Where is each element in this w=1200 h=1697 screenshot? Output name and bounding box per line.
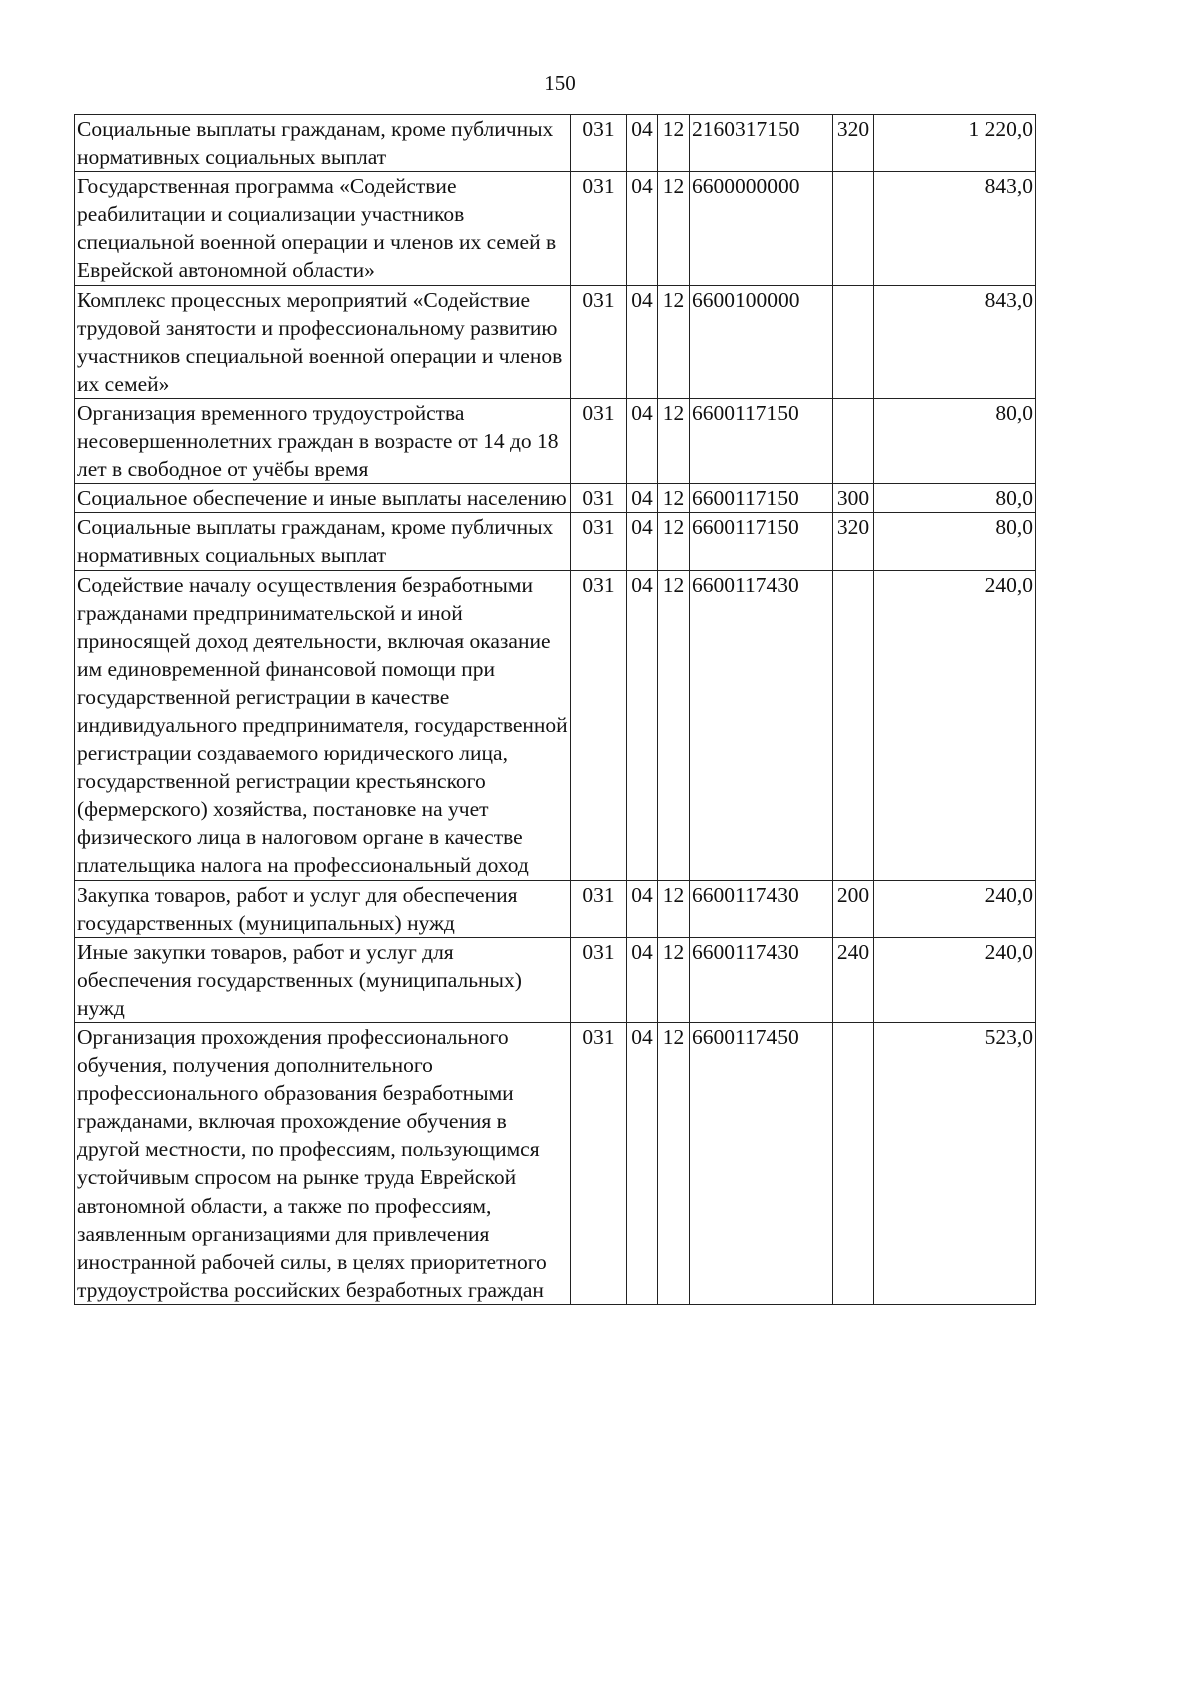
expense-type-code-cell: 320 (833, 115, 874, 172)
section-code-cell: 04 (627, 1023, 658, 1305)
item-name-cell: Социальное обеспечение и иные выплаты населению (75, 484, 571, 513)
target-article-code-cell: 6600117430 (690, 880, 833, 937)
budget-table (74, 114, 1036, 1305)
department-code-cell: 031 (571, 513, 627, 570)
subsection-code-cell: 12 (658, 570, 690, 880)
department-code-cell: 031 (571, 880, 627, 937)
expense-type-code-cell (833, 1023, 874, 1305)
section-code-cell: 04 (627, 880, 658, 937)
table-row (75, 513, 1036, 570)
subsection-code-cell: 12 (658, 880, 690, 937)
target-article-code-cell: 6600117150 (690, 513, 833, 570)
section-code-cell: 04 (627, 513, 658, 570)
table-row (75, 285, 1036, 398)
item-name-cell: Социальные выплаты гражданам, кроме публичных нормативных социальных выплат (75, 513, 571, 570)
department-code-cell: 031 (571, 937, 627, 1022)
expense-type-code-cell: 200 (833, 880, 874, 937)
amount-cell: 80,0 (874, 513, 1036, 570)
department-code-cell: 031 (571, 172, 627, 285)
target-article-code-cell: 6600000000 (690, 172, 833, 285)
subsection-code-cell: 12 (658, 937, 690, 1022)
amount-cell: 1 220,0 (874, 115, 1036, 172)
expense-type-code-cell: 240 (833, 937, 874, 1022)
department-code-cell: 031 (571, 1023, 627, 1305)
item-name-cell: Закупка товаров, работ и услуг для обеспечения государственных (муниципальных) нужд (75, 880, 571, 937)
expense-type-code-cell: 300 (833, 484, 874, 513)
amount-cell: 80,0 (874, 398, 1036, 483)
amount-cell: 240,0 (874, 937, 1036, 1022)
item-name-cell: Организация прохождения профессионального обучения, получения дополнительного профессионального образования безработными гражданами, включая прохождение обучения в другой местности, по профессиям, пользующимся устойчивым спросом на рынке труда Еврейской автономной области, а также по профессиям, заявленным организациями для привлечения иностранной рабочей силы, в целях приоритетного трудоустройства российских безработных граждан (75, 1023, 571, 1305)
subsection-code-cell: 12 (658, 398, 690, 483)
table-row (75, 115, 1036, 172)
subsection-code-cell: 12 (658, 1023, 690, 1305)
subsection-code-cell: 12 (658, 513, 690, 570)
department-code-cell: 031 (571, 570, 627, 880)
target-article-code-cell: 6600117150 (690, 398, 833, 483)
amount-cell: 240,0 (874, 570, 1036, 880)
table-row (75, 1023, 1036, 1305)
department-code-cell: 031 (571, 484, 627, 513)
item-name-cell: Организация временного трудоустройства несовершеннолетних граждан в возрасте от 14 до 18 лет в свободное от учёбы время (75, 398, 571, 483)
table-row (75, 398, 1036, 483)
table-row (75, 880, 1036, 937)
table-row (75, 937, 1036, 1022)
target-article-code-cell: 6600117450 (690, 1023, 833, 1305)
page-number: 150 (544, 71, 576, 95)
section-code-cell: 04 (627, 484, 658, 513)
subsection-code-cell: 12 (658, 484, 690, 513)
department-code-cell: 031 (571, 115, 627, 172)
department-code-cell: 031 (571, 285, 627, 398)
target-article-code-cell: 6600117150 (690, 484, 833, 513)
expense-type-code-cell (833, 570, 874, 880)
amount-cell: 80,0 (874, 484, 1036, 513)
section-code-cell: 04 (627, 398, 658, 483)
amount-cell: 843,0 (874, 285, 1036, 398)
target-article-code-cell: 6600117430 (690, 570, 833, 880)
department-code-cell: 031 (571, 398, 627, 483)
subsection-code-cell: 12 (658, 172, 690, 285)
target-article-code-cell: 6600100000 (690, 285, 833, 398)
section-code-cell: 04 (627, 937, 658, 1022)
item-name-cell: Государственная программа «Содействие реабилитации и социализации участников специальной военной операции и членов их семей в Еврейской автономной области» (75, 172, 571, 285)
item-name-cell: Иные закупки товаров, работ и услуг для обеспечения государственных (муниципальных) нужд (75, 937, 571, 1022)
target-article-code-cell: 6600117430 (690, 937, 833, 1022)
table-row (75, 570, 1036, 880)
table-row (75, 484, 1036, 513)
table-row (75, 172, 1036, 285)
target-article-code-cell: 2160317150 (690, 115, 833, 172)
expense-type-code-cell (833, 285, 874, 398)
expense-type-code-cell: 320 (833, 513, 874, 570)
budget-table-body (75, 115, 1036, 1305)
section-code-cell: 04 (627, 570, 658, 880)
expense-type-code-cell (833, 172, 874, 285)
subsection-code-cell: 12 (658, 285, 690, 398)
section-code-cell: 04 (627, 115, 658, 172)
expense-type-code-cell (833, 398, 874, 483)
item-name-cell: Социальные выплаты гражданам, кроме публичных нормативных социальных выплат (75, 115, 571, 172)
amount-cell: 843,0 (874, 172, 1036, 285)
amount-cell: 240,0 (874, 880, 1036, 937)
item-name-cell: Содействие началу осуществления безработными гражданами предпринимательской и иной приносящей доход деятельности, включая оказание им единовременной финансовой помощи при государственной регистрации в качестве индивидуального предпринимателя, государственной регистрации создаваемого юридического лица, государственной регистрации крестьянского (фермерского) хозяйства, постановке на учет физического лица в налоговом органе в качестве плательщика налога на профессиональный доход (75, 570, 571, 880)
subsection-code-cell: 12 (658, 115, 690, 172)
item-name-cell: Комплекс процессных мероприятий «Содействие трудовой занятости и профессиональному развитию участников специальной военной операции и членов их семей» (75, 285, 571, 398)
section-code-cell: 04 (627, 285, 658, 398)
section-code-cell: 04 (627, 172, 658, 285)
amount-cell: 523,0 (874, 1023, 1036, 1305)
